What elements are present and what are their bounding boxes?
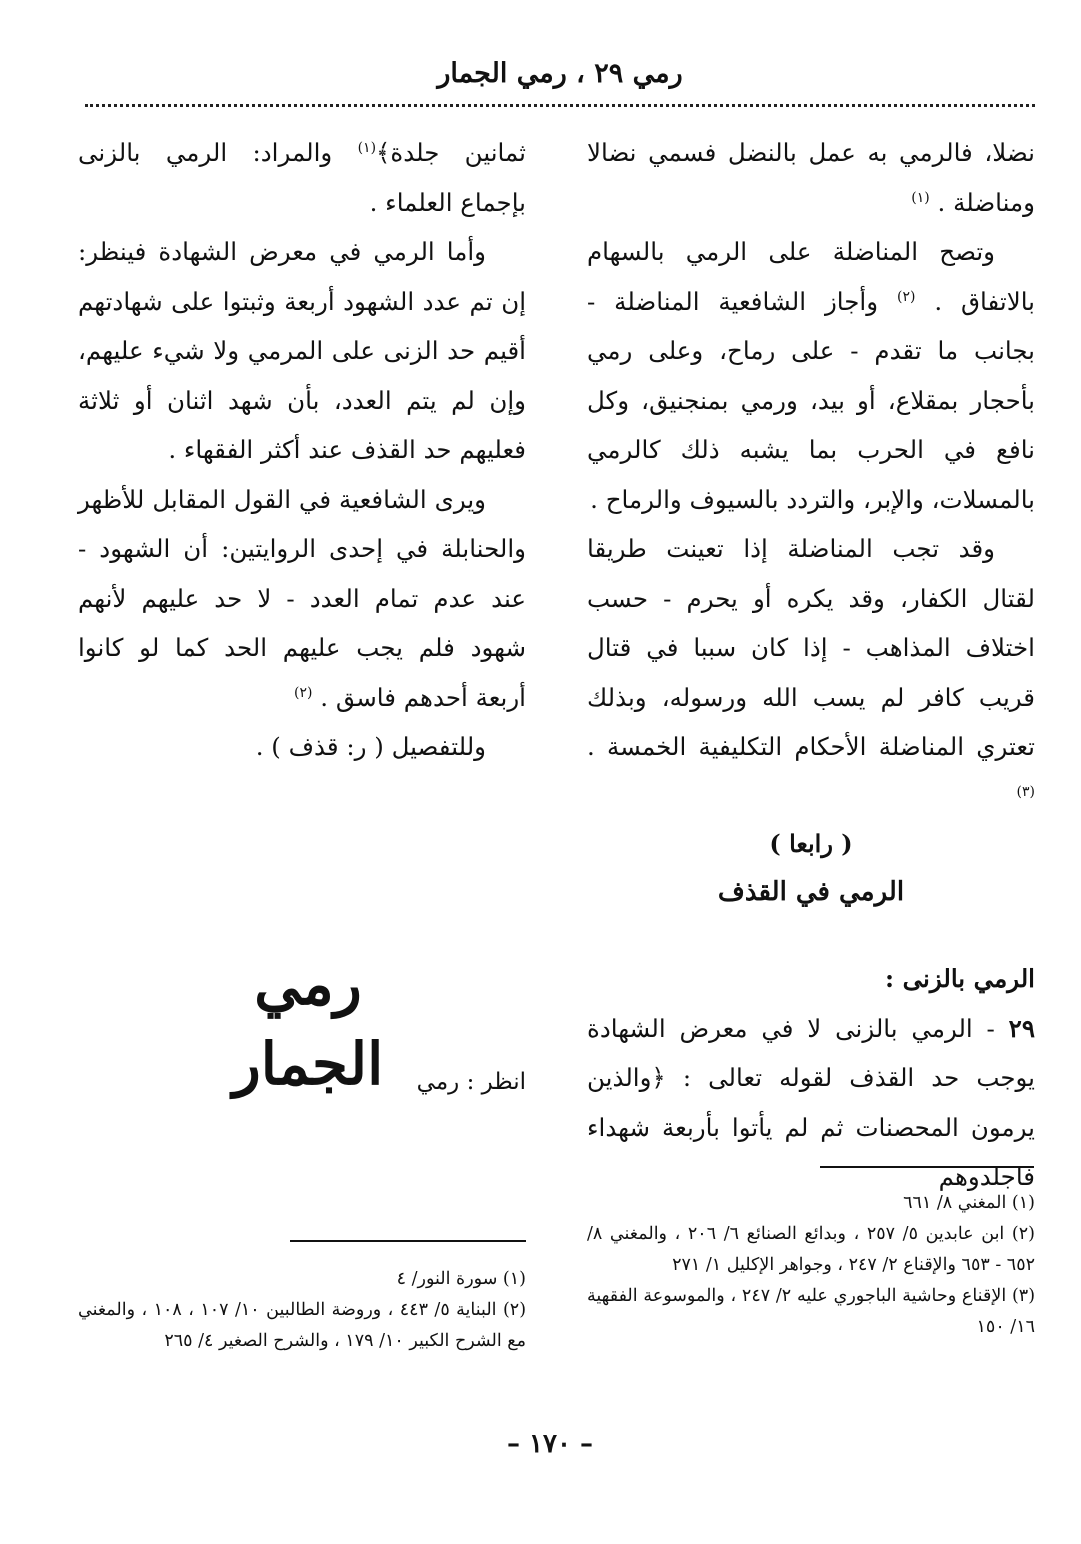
section-label: ( رابعا ) [769,829,853,858]
paragraph-text: والمراد: الرمي بالزنى بإجماع العلماء . [78,138,526,217]
paragraph [587,524,1035,821]
footnote-separator [820,1166,1034,1168]
footnote-separator [290,1240,526,1242]
footnote-ref: (١) [911,189,930,206]
footnote: (١) المغني ٨/ ٦٦١ [903,1193,1035,1213]
paragraph-text: وأجاز الشافعية المناضلة - بجانب ما تقدم - على رماح، وعلى رمي بأحجار بمقلاع، أو بيد، ورمي بمنجنيق، وكل نافع في الحرب بما يشبه ذلك كالرمي بالمسلات، والإبر، والتردد بالسيوف والرماح . [587,286,1035,514]
footnote-ref: (١) [357,139,377,156]
right-column [587,128,1035,821]
paragraph [78,128,526,227]
footnote-ref: (٣) [1016,783,1035,800]
left-column [78,128,526,772]
paragraph-number: ٢٩ [1008,1013,1035,1043]
running-header: رمي ٢٩ ، رمي الجمار [437,58,683,89]
paragraph [78,475,526,723]
paragraph [587,128,1035,227]
paragraph-text: ويرى الشافعية في القول المقابل للأظهر والحنابلة في إحدى الروايتين: أن الشهود - عند عدم تمام العدد - لا حد عليهم لأنهم شهود فلم يجب عليهم الحد كما لو كانوا أربعة أحدهم فاسق . [78,484,526,712]
header-dotted-rule [85,104,1035,107]
right-column-lower [587,954,1035,1202]
page-number: – ١٧٠ – [506,1429,594,1459]
paragraph-text: نضلا، فالرمي به عمل بالنضل فسمي نضالا ومناضلة . [587,138,1035,217]
numbered-paragraph [587,1004,1035,1202]
footnote: (٢) البناية ٥/ ٤٤٣ ، وروضة الطالبين ١٠/ ١٠٧ ، ١٠٨ ، والمغني مع الشرح الكبير ١٠/ ١٧٩ ، والشرح الصغير ٤/ ٢٦٥ [78,1300,527,1351]
footnote-ref: (٢) [896,288,916,305]
footnote: (٢) ابن عابدين ٥/ ٢٥٧ ، وبدائع الصنائع ٦/ ٢٠٦ ، والمغني ٨/ ٦٥٢ - ٦٥٣ والإقناع ٢/ ٢٤٧ ، وجواهر الإكليل ١/ ٢٧١ [587,1224,1035,1275]
entry-title: رمي الجمار [232,950,384,1098]
paragraph: وأما الرمي في معرض الشهادة فينظر: إن تم عدد الشهود أربعة وثبتوا على شهادتهم أقيم حد الزنى على المرمي ولا شيء عليهم، وإن لم يتم العدد، بأن شهد اثنان أو ثلاثة فعليهم حد القذف عند أكثر الفقهاء . [78,237,526,464]
paragraph [587,227,1035,524]
footnotes-right [587,1188,1035,1343]
paragraph-text: وقد تجب المناضلة إذا تعينت طريقا لقتال الكفار، وقد يكره أو يحرم - حسب اختلاف المذاهب - إذا كان سببا في قتال قريب كافر لم يسب الله ورسوله، وبذلك تعتري المناضلة الأحكام التكليفية الخمسة . [587,534,1035,761]
footnote-ref: (٢) [293,684,313,701]
paragraph-text: وتصح المناضلة على الرمي بالسهام بالاتفاق . [587,237,1035,316]
footnote: (١) سورة النور/ ٤ [396,1269,526,1289]
subheading: الرمي بالزنى : [885,964,1035,993]
paragraph-text: - الرمي بالزنى لا في معرض الشهادة يوجب حد القذف لقوله تعالى : ﴿والذين يرمون المحصنات ثم لم يأتوا بأربعة شهداء فاجلدوهم [587,1013,1035,1191]
footnote: (٣) الإقناع وحاشية الباجوري عليه ٢/ ٢٤٧ ، والموسوعة الفقهية ١٦/ ١٥٠ [587,1286,1036,1337]
paragraph-text: ثمانين جلدة﴾ [376,138,526,167]
paragraph: وللتفصيل ( ر: قذف ) . [255,732,486,761]
section-title: الرمي في القذف [717,877,905,907]
see-also-reference: انظر : رمي [416,1069,526,1095]
footnotes-left [78,1264,526,1357]
